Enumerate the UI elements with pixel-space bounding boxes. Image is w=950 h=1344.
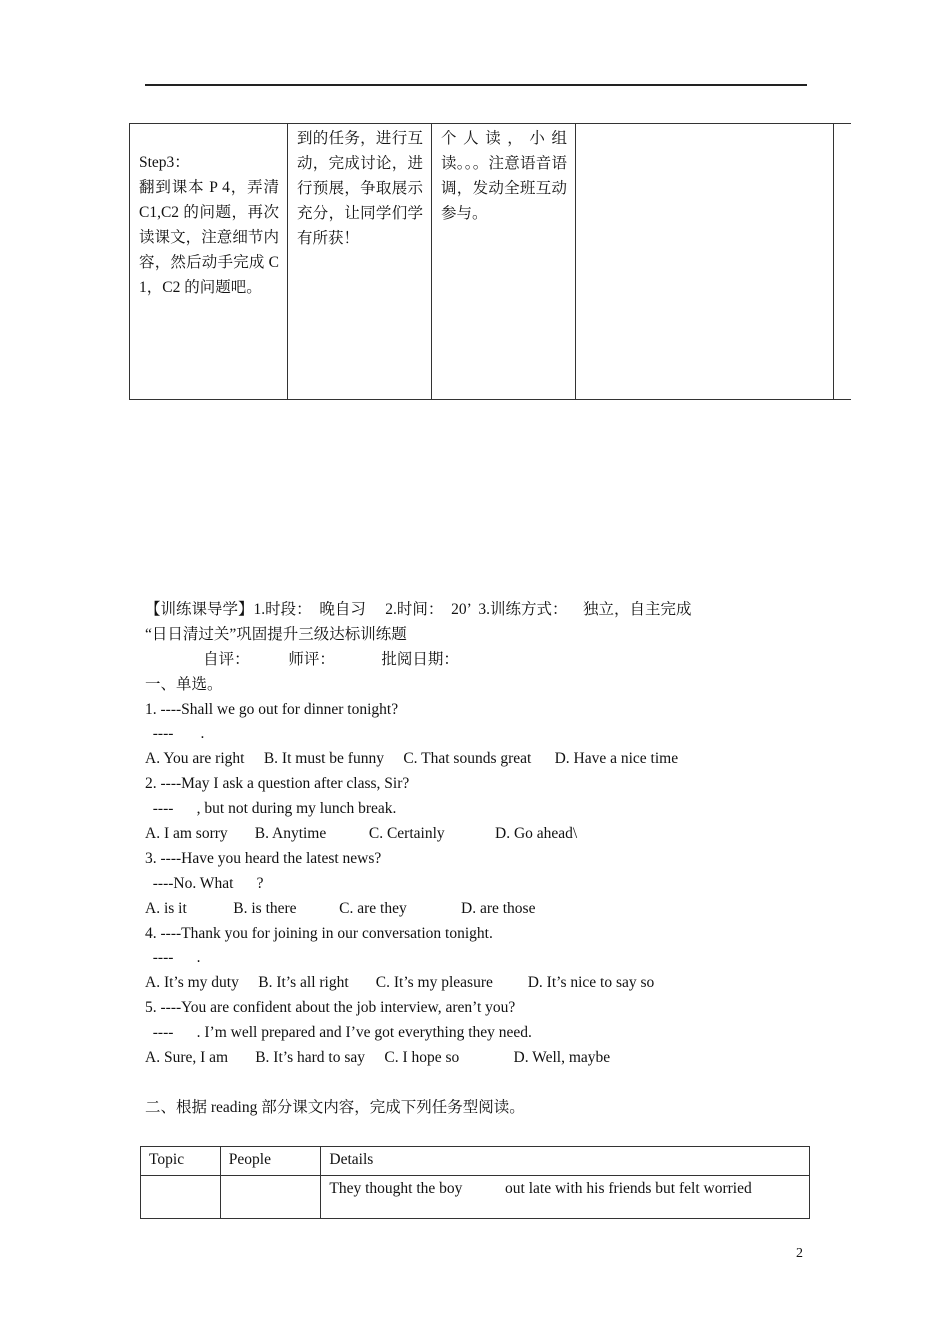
lesson-cell-narrow [833, 124, 851, 399]
step-instructions: 翻到课本 P 4，弄清 C1,C2 的问题，再次读课文，注意细节内容，然后动手完成 C1，C2 的问题吧。 [139, 179, 279, 296]
cell-people[interactable] [220, 1176, 321, 1219]
question-5: 5. ----You are confident about the job interview, aren’t you? [145, 999, 516, 1017]
lesson-table [129, 123, 851, 400]
task-reading-table [140, 1146, 810, 1219]
question-4: 4. ----Thank you for joining in our conversation tonight. [145, 924, 493, 942]
table-row [141, 1176, 810, 1219]
question-4-options: A. It’s my duty B. It’s all right C. It’s my pleasure D. It’s nice to say so [145, 974, 655, 992]
question-2: 2. ----May I ask a question after class, Sir? [145, 775, 410, 793]
lesson-cell-empty [575, 124, 833, 399]
header-people: People [220, 1147, 321, 1176]
teacher-activity-text: 到的任务，进行互动，完成讨论，进行预展，争取展示充分，让同学们学有所获！ [297, 130, 423, 247]
question-3-options: A. is it B. is there C. are they D. are those [145, 899, 536, 917]
practice-subtitle: “日日清过关”巩固提升三级达标训练题 [145, 625, 407, 643]
evaluation-line: 自评： 师评： 批阅日期： [145, 650, 459, 668]
question-1: 1. ----Shall we go out for dinner tonight? [145, 700, 399, 718]
table-header-row [141, 1147, 810, 1176]
lesson-cell-step3 [129, 124, 287, 399]
header-rule [145, 84, 807, 86]
question-5-answer-blank: ---- . I’m well prepared and I’ve got everything they need. [145, 1024, 532, 1042]
question-4-answer-blank: ---- . [145, 949, 201, 967]
lesson-cell-teacher [287, 124, 431, 399]
section-heading-task-reading: 二、根据 reading 部分课文内容，完成下列任务型阅读。 [145, 1098, 525, 1116]
question-2-options: A. I am sorry B. Anytime C. Certainly D. Go ahead\ [145, 825, 578, 843]
question-2-answer-blank: ---- , but not during my lunch break. [145, 800, 397, 818]
spacer-line [145, 1071, 825, 1096]
header-details: Details [321, 1147, 810, 1176]
question-3-answer-blank: ----No. What ? [145, 874, 264, 892]
step-heading: Step3： [139, 154, 190, 171]
question-3: 3. ----Have you heard the latest news? [145, 849, 382, 867]
lesson-cell-student [431, 124, 575, 399]
cell-topic[interactable] [141, 1176, 221, 1219]
cell-details: They thought the boy out late with his friends but felt worried [321, 1176, 810, 1219]
practice-section [145, 598, 825, 1121]
header-topic: Topic [141, 1147, 221, 1176]
question-1-answer-blank: ---- . [145, 725, 205, 743]
section-heading-single-choice: 一、单选。 [145, 675, 223, 693]
question-5-options: A. Sure, I am B. It’s hard to say C. I hope so D. Well, maybe [145, 1049, 611, 1067]
question-1-options: A. You are right B. It must be funny C. That sounds great D. Have a nice time [145, 750, 679, 768]
page-number: 2 [796, 1246, 803, 1261]
practice-header: 【训练课导学】1.时段： 晚自习 2.时间： 20’ 3.训练方式： 独立，自主完成 [145, 601, 692, 618]
student-activity-text: 个人读，小组读。。。注意语音语调，发动全班互动参与。 [441, 130, 567, 222]
